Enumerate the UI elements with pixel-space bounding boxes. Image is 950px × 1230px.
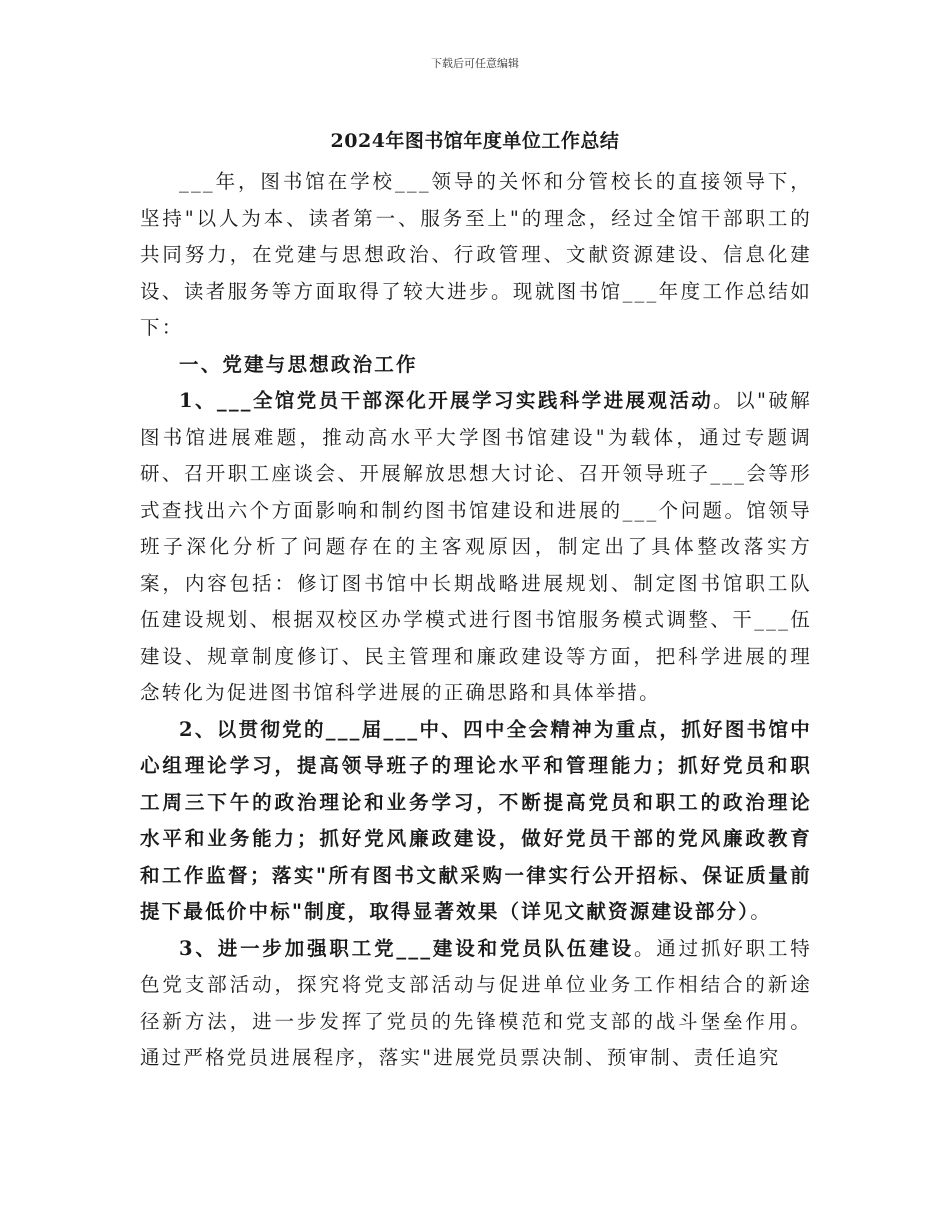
paragraph-item-2 bbox=[140, 712, 812, 931]
item-1-lead: 1、___全馆党员干部深化开展学习实践科学进展观活动 bbox=[179, 389, 714, 412]
item-1-body: 。以"破解图书馆进展难题，推动高水平大学图书馆建设"为载体，通过专题调研、召开职工座谈会、开展解放思想大讨论、召开领导班子___会等形式查找出六个方面影响和制约图书馆建设和进展的___个问题。馆领导班子深化分析了问题存在的主客观原因，制定出了具体整改落实方案，内容包括：修订图书馆中长期战略进展规划、制定图书馆职工队伍建设规划、根据双校区办学模式进行图书馆服务模式调整、干___伍建设、规章制度修订、民主管理和廉政建设等方面，把科学进展的理念转化为促进图书馆科学进展的正确思路和具体举措。 bbox=[140, 389, 812, 704]
header-note: 下载后可任意编辑 bbox=[431, 57, 519, 70]
paragraph-item-1 bbox=[140, 383, 812, 712]
item-3-body: 。通过抓好职工特色党支部活动，探究将党支部活动与促进单位业务工作相结合的新途径新方法，进一步发挥了党员的先锋模范和党支部的战斗堡垒作用。通过严格党员进展程序，落实"进展党员票决制、预审制、责任追究 bbox=[140, 936, 813, 1069]
intro-paragraph: ___年，图书馆在学校___领导的关怀和分管校长的直接领导下，坚持"以人为本、读者第一、服务至上"的理念，经过全馆干部职工的共同努力，在党建与思想政治、行政管理、文献资源建设、信息化建设、读者服务等方面取得了较大进步。现就图书馆___年度工作总结如下： bbox=[140, 170, 812, 339]
paragraph-item-3 bbox=[140, 931, 812, 1077]
document-body bbox=[140, 164, 812, 1077]
section-heading-party-building: 一、党建与思想政治工作 bbox=[179, 352, 418, 376]
item-2-bold-text: 2、以贯彻党的___届___中、四中全会精神为重点，抓好图书馆中心组理论学习，提高领导班子的理论水平和管理能力；抓好党员和职工周三下午的政治理论和业务学习，不断提高党员和职工的政治理论水平和业务能力；抓好党风廉政建设，做好党员干部的党风廉政教育和工作监督；落实"所有图书文献采购一律实行公开招标、保证质量前提下最低价中标"制度，取得显著效果（详见文献资源建设部分） bbox=[140, 717, 812, 923]
item-2-tail: 。 bbox=[750, 900, 772, 923]
item-3-lead: 3、进一步加强职工党___建设和党员队伍建设 bbox=[179, 936, 634, 960]
document-title: 2024年图书馆年度单位工作总结 bbox=[330, 130, 620, 152]
